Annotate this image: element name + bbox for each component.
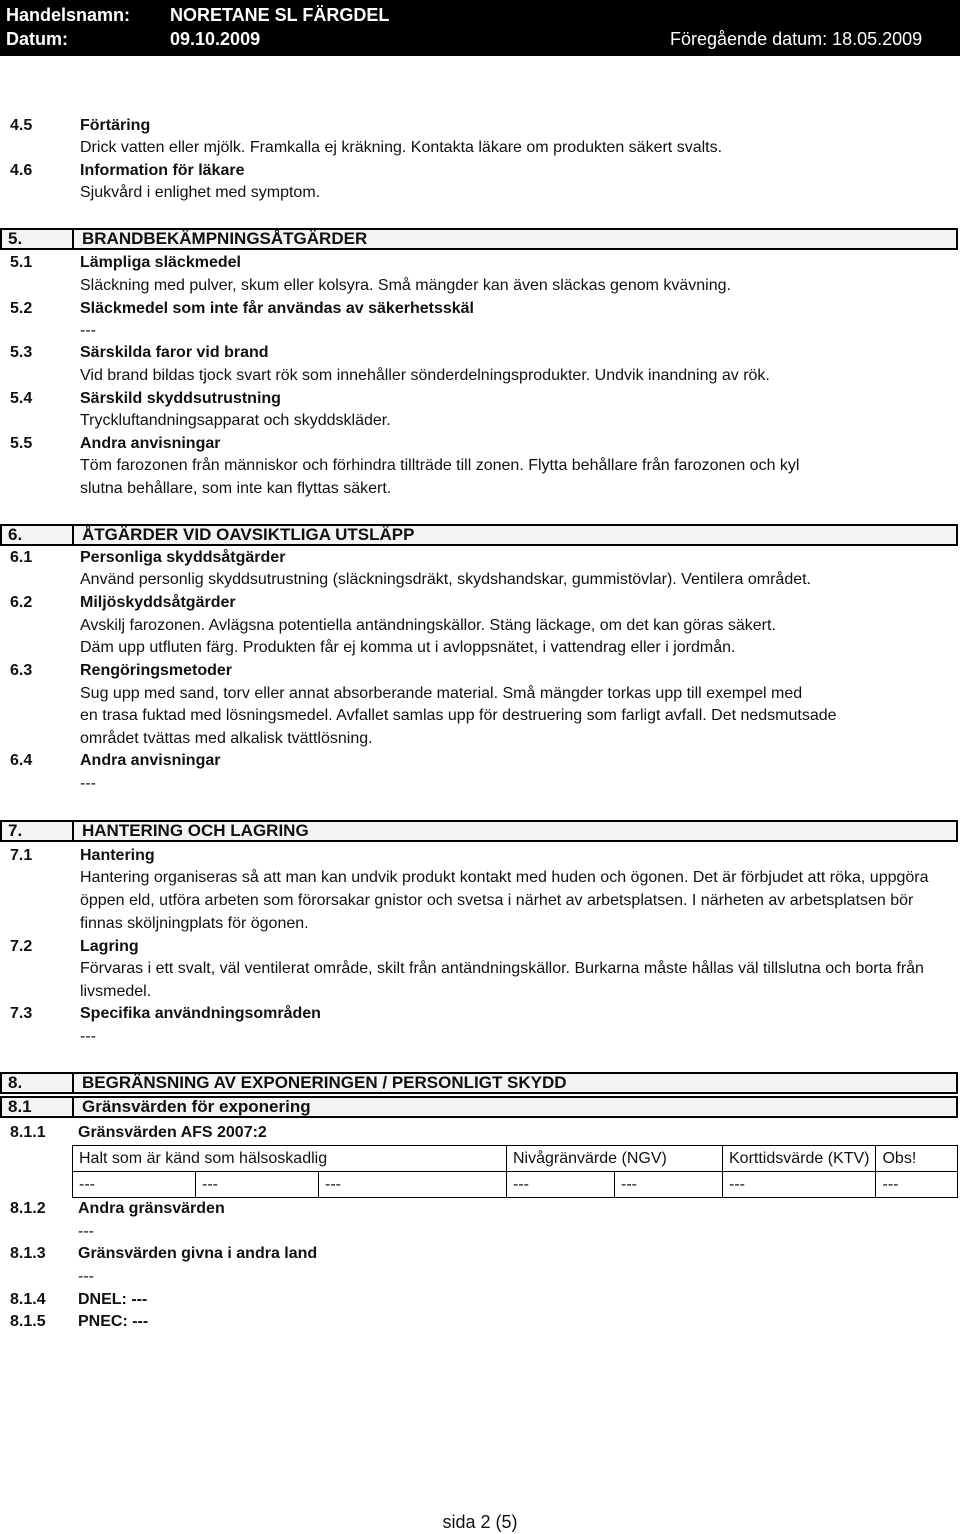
table-cell: ---: [196, 1172, 319, 1198]
date-label: Datum:: [6, 29, 68, 49]
item-number: 7.1: [10, 847, 33, 864]
item-text: Släckning med pulver, skum eller kolsyra. Små mängder kan även släckas genom kvävning.: [80, 277, 731, 294]
item-title: Särskild skyddsutrustning: [80, 390, 281, 407]
item-title: Specifika användningsområden: [80, 1005, 321, 1022]
item-title: Släckmedel som inte får användas av säkerhetsskäl: [80, 300, 474, 317]
page-number: sida 2 (5): [442, 1512, 518, 1532]
item-title: Gränsvärden AFS 2007:2: [78, 1124, 267, 1141]
item-title: DNEL: ---: [78, 1291, 148, 1308]
divider: [72, 1098, 74, 1116]
item-title: Lämpliga släckmedel: [80, 254, 241, 271]
item-text: en trasa fuktad med lösningsmedel. Avfallet samlas upp för destruering som farligt avfall. Det nedsmutsade: [80, 707, 837, 724]
item-number: 7.2: [10, 938, 33, 955]
previous-date: Föregående datum: 18.05.2009: [670, 29, 923, 49]
item-number: 8.1.2: [10, 1200, 46, 1217]
item-title: Gränsvärden givna i andra land: [78, 1245, 318, 1262]
item-number: 5.4: [10, 390, 33, 407]
section-heading: [0, 1072, 958, 1094]
item-text: Drick vatten eller mjölk. Framkalla ej kräkning. Kontakta läkare om produkten säkert svalts.: [80, 139, 723, 156]
item-text: området tvättas med alkalisk tvättlösning.: [80, 730, 373, 747]
table-cell: ---: [876, 1172, 958, 1198]
table-cell: ---: [615, 1172, 723, 1198]
item-text: ---: [80, 775, 96, 792]
item-number: 6.3: [10, 662, 33, 679]
item-text: ---: [80, 322, 96, 339]
column-header-substance: Halt som är känd som hälsoskadlig: [73, 1146, 507, 1172]
item-text: Hantering organiseras så att man kan undvik produkt kontakt med huden och ögonen. Det är förbjudet att röka, uppgöra: [80, 869, 929, 886]
item-number: 6.2: [10, 594, 33, 611]
item-number: 5.5: [10, 435, 33, 452]
section-title: BRANDBEKÄMPNINGSÅTGÄRDER: [82, 229, 368, 248]
table-cell: ---: [73, 1172, 196, 1198]
item-title: Andra gränsvärden: [78, 1200, 225, 1217]
item-text: ---: [80, 1028, 96, 1045]
item-title: Särskilda faror vid brand: [80, 344, 269, 361]
item-number: 8.1.5: [10, 1313, 46, 1330]
item-title: Rengöringsmetoder: [80, 662, 233, 679]
item-title: Hantering: [80, 847, 155, 864]
item-text: ---: [78, 1268, 94, 1285]
item-number: 6.1: [10, 549, 33, 566]
document-header: [0, 0, 960, 56]
item-title: Miljöskyddsåtgärder: [80, 594, 236, 611]
item-text: Vid brand bildas tjock svart rök som innehåller sönderdelningsprodukter. Undvik inandning av rök.: [80, 367, 770, 384]
item-number: 6.4: [10, 752, 33, 769]
table-cell: ---: [723, 1172, 876, 1198]
table-cell: ---: [319, 1172, 507, 1198]
item-number: 4.5: [10, 117, 33, 134]
section-heading: [0, 524, 958, 546]
date-value: 09.10.2009: [170, 29, 261, 49]
divider: [72, 1074, 74, 1092]
subsection-number: 8.1: [8, 1097, 32, 1116]
item-number: 5.1: [10, 254, 33, 271]
section-title: HANTERING OCH LAGRING: [82, 821, 309, 840]
item-text: Avskilj farozonen. Avlägsna potentiella antändningskällor. Stäng läckage, om det kan göras säkert.: [80, 617, 776, 634]
trade-name-label: Handelsnamn:: [6, 5, 131, 25]
item-title: Lagring: [80, 938, 139, 955]
subsection-title: Gränsvärden för exponering: [82, 1097, 311, 1116]
item-text: Sug upp med sand, torv eller annat absorberande material. Små mängder torkas upp till exempel med: [80, 685, 803, 702]
divider: [72, 526, 74, 544]
column-header-ktv: Korttidsvärde (KTV): [723, 1146, 876, 1172]
divider: [72, 822, 74, 840]
item-text: Använd personlig skyddsutrustning (släckningsdräkt, skydshandskar, gummistövlar). Ventilera området.: [80, 571, 812, 588]
section-number: 8.: [8, 1073, 23, 1092]
item-number: 8.1.4: [10, 1291, 46, 1308]
item-text: ---: [78, 1223, 94, 1240]
item-text: slutna behållare, som inte kan flyttas säkert.: [80, 480, 392, 497]
item-number: 8.1.1: [10, 1124, 46, 1141]
section-heading: [0, 820, 958, 842]
section-heading: [0, 228, 958, 250]
item-title: PNEC: ---: [78, 1313, 149, 1330]
item-number: 8.1.3: [10, 1245, 46, 1262]
item-title: Personliga skyddsåtgärder: [80, 549, 286, 566]
table-cell: ---: [507, 1172, 615, 1198]
exposure-limits-table: [72, 1145, 958, 1198]
item-text: Töm farozonen från människor och förhindra tillträde till zonen. Flytta behållare från farozonen och kyl: [80, 457, 800, 474]
item-number: 5.2: [10, 300, 33, 317]
item-text: Förvaras i ett svalt, väl ventilerat område, skilt från antändningskällor. Burkarna måste hållas väl tillslutna och borta från: [80, 960, 924, 977]
column-header-obs: Obs!: [876, 1146, 958, 1172]
section-number: 7.: [8, 821, 23, 840]
item-number: 5.3: [10, 344, 33, 361]
item-title: Andra anvisningar: [80, 435, 221, 452]
section-title: ÅTGÄRDER VID OAVSIKTLIGA UTSLÄPP: [82, 525, 415, 544]
item-text: Tryckluftandningsapparat och skyddskläder.: [80, 412, 391, 429]
item-title: Andra anvisningar: [80, 752, 221, 769]
subsection-heading: [0, 1096, 958, 1118]
item-text: Sjukvård i enlighet med symptom.: [80, 184, 321, 201]
section-number: 5.: [8, 229, 23, 248]
divider: [72, 230, 74, 248]
column-header-ngv: Nivågränvärde (NGV): [507, 1146, 723, 1172]
trade-name-value: NORETANE SL FÄRGDEL: [170, 5, 390, 25]
item-text: livsmedel.: [80, 983, 152, 1000]
item-number: 7.3: [10, 1005, 33, 1022]
item-text: Däm upp utfluten färg. Produkten får ej komma ut i avloppsnätet, i vattendrag eller i jordmån.: [80, 639, 736, 656]
table-row: [73, 1172, 958, 1198]
item-text: finnas sköljningplats för ögonen.: [80, 915, 309, 932]
item-text: öppen eld, utföra arbeten som förorsakar gnistor och svetsa i närhet av arbetsplatsen. I närheten av arbetsplatsen bör: [80, 892, 914, 909]
section-title: BEGRÄNSNING AV EXPONERINGEN / PERSONLIGT SKYDD: [82, 1073, 567, 1092]
section-number: 6.: [8, 525, 23, 544]
item-number: 4.6: [10, 162, 33, 179]
table-header-row: [73, 1146, 958, 1172]
item-title: Information för läkare: [80, 162, 245, 179]
item-title: Förtäring: [80, 117, 151, 134]
